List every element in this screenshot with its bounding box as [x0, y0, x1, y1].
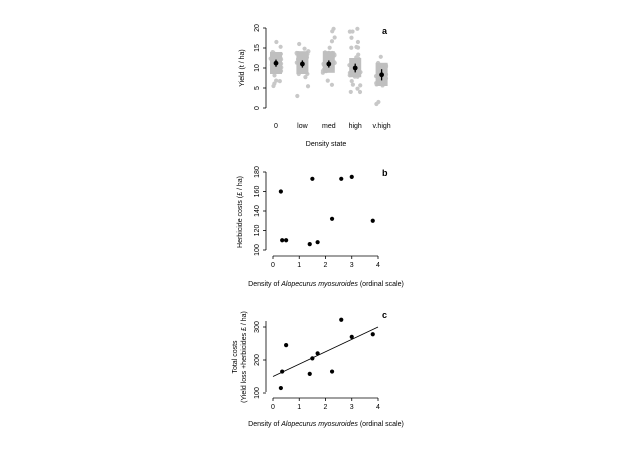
a-raw-point: [333, 35, 337, 39]
a-x-tick-label: v.high: [372, 123, 391, 130]
a-raw-point: [303, 75, 307, 79]
c-point: [316, 351, 320, 355]
b-y-axis-label: Herbicide costs (£ / ha): [237, 176, 244, 248]
a-x-tick-label: low: [297, 123, 308, 130]
b-point: [330, 217, 334, 221]
a-raw-point: [272, 81, 276, 85]
c-x-axis-label: [248, 421, 404, 428]
b-point: [316, 240, 320, 244]
b-x-tick-label: 0: [271, 262, 275, 269]
c-point: [308, 372, 312, 376]
c-point: [279, 386, 283, 390]
b-point: [339, 177, 343, 181]
b-y-tick-label: 100: [254, 244, 261, 256]
b-y-tick-label: 160: [254, 185, 261, 198]
c-point: [350, 335, 354, 339]
c-x-tick-label: 3: [349, 404, 354, 411]
a-raw-point: [302, 47, 306, 51]
c-y-axis-label-line2: (Yield loss +herbicides £ / ha): [241, 311, 248, 403]
c-y-axis-label-line1: Total costs: [232, 340, 239, 374]
a-raw-point: [350, 79, 354, 83]
a-raw-point: [330, 29, 334, 33]
a-raw-point: [328, 46, 332, 50]
a-raw-point: [349, 46, 353, 50]
c-points: [279, 318, 375, 391]
c-x-axis-label-suffix: (ordinal scale): [357, 421, 404, 428]
a-raw-point: [355, 27, 359, 31]
a-y-tick-label: 5: [254, 86, 261, 90]
b-y-tick-label: 180: [254, 166, 261, 178]
c-x-tick-label: 2: [323, 404, 328, 411]
a-mean-point-low: [300, 62, 305, 67]
a-raw-point: [306, 84, 310, 88]
c-point: [280, 369, 284, 373]
b-point: [280, 238, 284, 242]
a-x-tick-label: 0: [274, 123, 278, 130]
a-panel-label: a: [382, 26, 388, 36]
b-x-axis-label-prefix: Density of: [248, 281, 282, 288]
a-mean-point-high: [353, 66, 358, 71]
a-mean-point-med: [326, 62, 331, 67]
a-raw-point: [279, 45, 283, 49]
a-raw-point: [278, 79, 282, 83]
a-x-tick-labels: [274, 123, 391, 130]
a-raw-point: [349, 90, 353, 94]
a-raw-point: [379, 55, 383, 59]
c-y-tick-label: 200: [254, 354, 261, 366]
b-point: [371, 219, 375, 223]
c-point: [371, 332, 375, 336]
a-y-axis-label: Yield (t / ha): [239, 49, 246, 87]
c-y-tick-label: 100: [254, 387, 261, 399]
a-raw-point: [358, 83, 362, 87]
b-x-ticks: [271, 256, 380, 269]
b-x-axis-label-suffix: (ordinal scale): [357, 281, 404, 288]
a-y-tick-label: 15: [254, 44, 261, 52]
b-points: [279, 175, 375, 246]
b-x-tick-label: 2: [323, 262, 328, 269]
a-raw-point: [297, 42, 301, 46]
a-raw-point: [330, 83, 334, 87]
c-y-tick-label: 300: [254, 321, 261, 333]
a-raw-point: [355, 87, 359, 91]
b-panel-label: b: [382, 168, 388, 178]
panel-b: [237, 166, 404, 288]
b-x-axis-label: [248, 281, 404, 288]
b-y-tick-label: 140: [254, 205, 261, 217]
c-panel-label: c: [382, 310, 388, 320]
a-raw-point: [295, 94, 299, 98]
c-y-ticks: [254, 321, 266, 399]
c-x-ticks: [271, 398, 380, 411]
a-raw-point: [274, 40, 278, 44]
b-point: [284, 238, 288, 242]
b-x-tick-label: 1: [297, 262, 302, 269]
a-y-tick-label: 10: [254, 64, 261, 72]
c-point: [339, 318, 343, 322]
a-raw-point: [351, 83, 355, 87]
panel-a: [239, 24, 391, 148]
c-x-tick-label: 0: [271, 404, 275, 411]
c-x-tick-label: 4: [376, 404, 380, 411]
a-x-tick-label: high: [348, 123, 362, 130]
a-raw-point: [350, 29, 354, 33]
a-y-tick-label: 0: [254, 106, 261, 110]
a-raw-point: [330, 39, 334, 43]
a-raw-point: [349, 36, 353, 40]
b-y-ticks: [254, 166, 266, 256]
c-point: [310, 356, 314, 360]
b-point: [279, 189, 283, 193]
b-x-tick-label: 4: [376, 262, 380, 269]
a-raw-point: [326, 78, 330, 82]
c-point: [284, 343, 288, 347]
b-point: [310, 177, 314, 181]
c-x-axis-label-prefix: Density of: [248, 421, 282, 428]
a-mean-point-v.high: [379, 72, 384, 77]
c-x-tick-label: 1: [297, 404, 302, 411]
b-x-tick-label: 3: [349, 262, 354, 269]
a-raw-point: [356, 40, 360, 44]
c-fit-line: [273, 327, 378, 377]
a-raw-point: [358, 90, 362, 94]
a-x-tick-label: med: [321, 123, 336, 130]
a-mean-point-0: [274, 61, 279, 66]
a-y-tick-label: 20: [254, 24, 261, 32]
b-point: [308, 242, 312, 246]
a-raw-point: [354, 45, 358, 49]
a-raw-point: [376, 100, 380, 104]
a-y-ticks: [254, 24, 266, 110]
b-y-tick-label: 120: [254, 224, 261, 237]
b-x-axis-label-species: Alopecurus myosuroides: [281, 281, 358, 288]
panel-c: [232, 310, 404, 428]
b-point: [350, 175, 354, 179]
c-x-axis-label-species: Alopecurus myosuroides: [281, 421, 358, 428]
a-x-axis-label: Density state: [305, 141, 347, 148]
c-point: [330, 369, 334, 373]
